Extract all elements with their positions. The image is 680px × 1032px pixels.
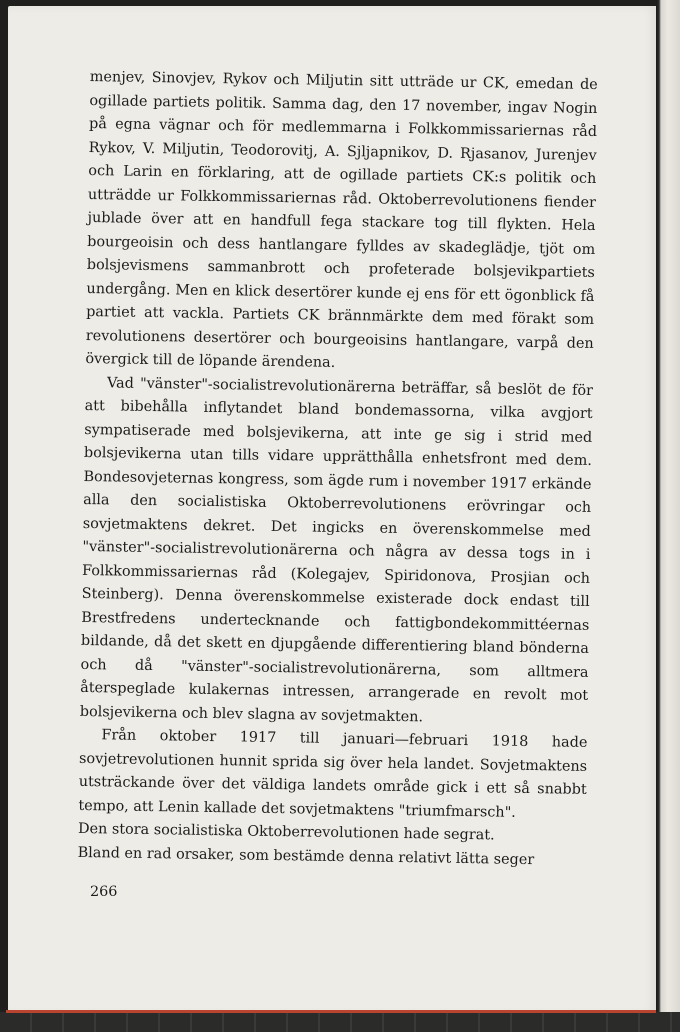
paragraph: Från oktober 1917 till januari—februari 1918 hade sovjetrevolutionen hunnit sprida sig över hela landet. Sovjetmaktens utsträckande över det väldiga landets område gick i ett så snabbt tempo, att Lenin kallade det sovjetmaktens "triumfmarsch". bbox=[78, 727, 588, 821]
paragraph: Bland en rad orsaker, som bestämde denna relativt lätta seger bbox=[77, 844, 535, 868]
book-cover-edge bbox=[6, 1010, 656, 1013]
body-text bbox=[77, 66, 597, 873]
scanner-bed bbox=[0, 1012, 680, 1032]
page-number: 266 bbox=[90, 884, 118, 900]
paragraph: menjev, Sinovjev, Rykov och Miljutin sitt utträde ur CK, emedan de ogillade partiets politik. Samma dag, den 17 november, ingav Nogin på egna vägnar och för medlemmarna i Folkkommissariernas råd Rykov, V. Miljutin, Teodorovitj, A. Sjljapnikov, D. Rjasanov, Jurenjev och Larin en förklaring, att de ogillade partiets CK:s politik och utträdde ur Folkkommissariernas råd. Oktoberrevolutionens fiender jublade över att en handfull fega stackare tog till flykten. Hela bourgeoisin och dess hantlangare fylldes av skadeglädje, tjöt om bolsjevismens sammanbrott och profeterade bolsjevikpartiets undergång. Men en klick desertörer kunde ej ens för ett ögonblick få partiet att vackla. Partiets CK brännmärkte dem med förakt som revolutionens desertörer och bourgeoisins hantlangare, varpå den övergick till de löpande ärendena. bbox=[85, 68, 598, 371]
paragraph: Den stora socialistiska Oktoberrevolutionen hade segrat. bbox=[77, 820, 495, 844]
next-page-edge bbox=[656, 0, 680, 1032]
paragraph: Vad "vänster"-socialistrevolutionärerna beträffar, så beslöt de för att bibehålla inflytandet bland bondemassorna, vilka avgjort sympatiserade med bolsjevikerna, att inte ge sig i strid med bolsjevikerna utan tills vidare upprätthålla enhetsfront med dem. Bondesovjeternas kongress, som ägde rum i november 1917 erkände alla den socialistiska Oktoberrevolutionens erövringar och sovjetmaktens dekret. Det ingicks en överenskommelse med "vänster"-socialistrevolutionärerna och några av dessa togs in i Folkkommissariernas råd (Kolegajev, Spiridonova, Prosjian och Steinberg). Denna överenskommelse existerade dock endast till Brestfredens undertecknande och fattigbondekommittéernas bildande, då det skett en djupgående differentiering bland bönderna och då "vänster"-socialistrevolutionärerna, som alltmera återspeglade kulakernas intressen, arrangerade en revolt mot bolsjevikerna och blev slagna av sovjetmakten. bbox=[79, 374, 594, 725]
